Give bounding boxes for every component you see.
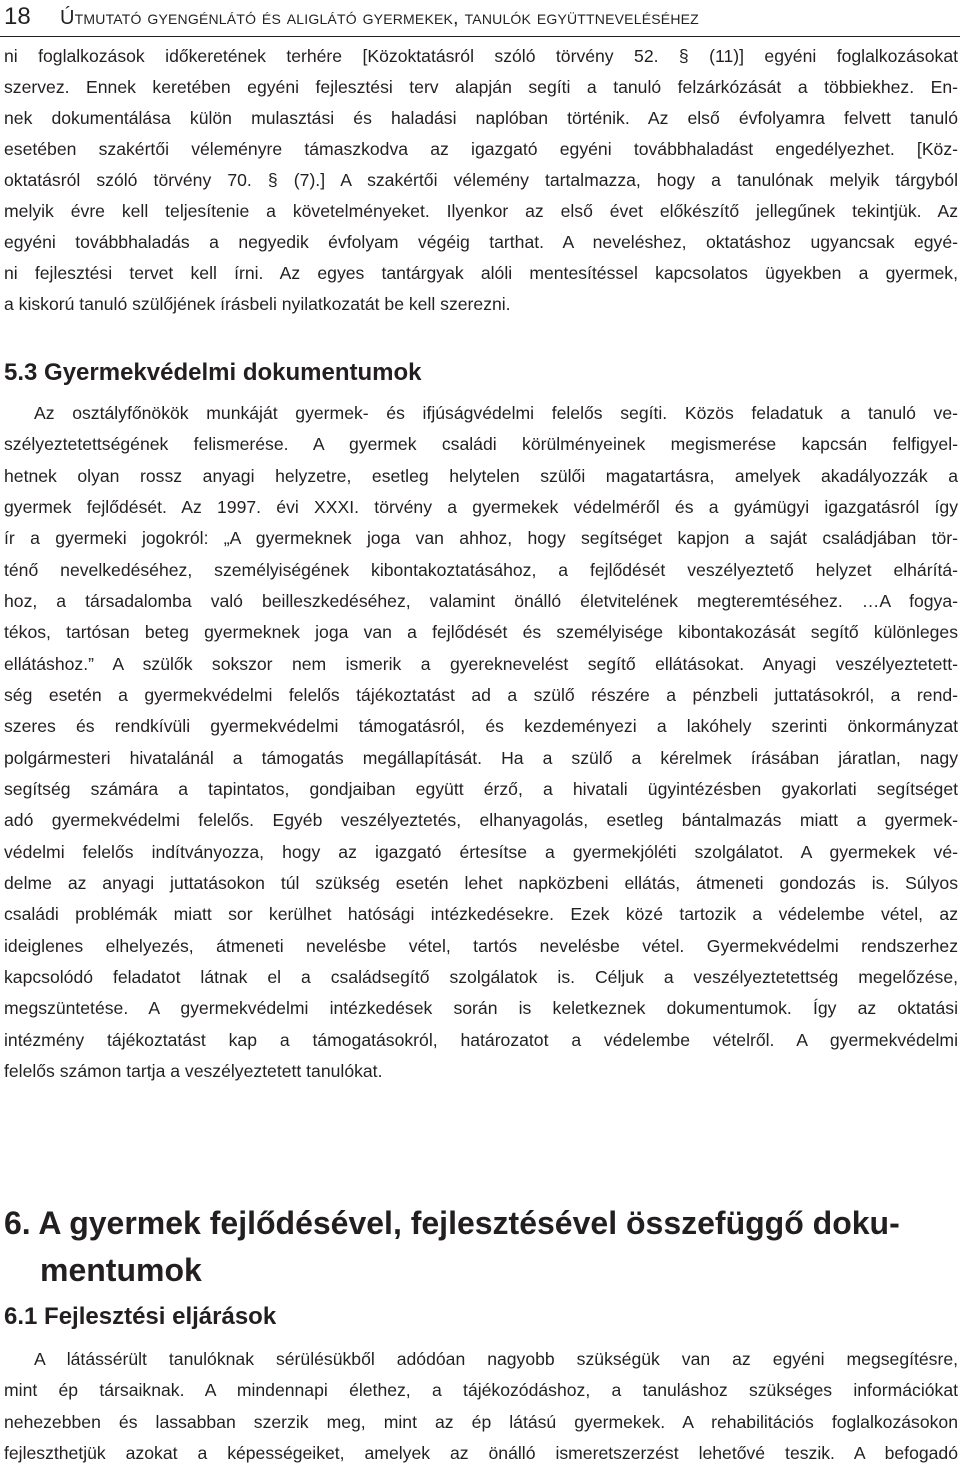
paragraph-line: nehezebben és lassabban szerzik meg, mint az ép látású gyermekek. A rehabilitációs foglalkozásokon: [4, 1412, 958, 1432]
paragraph-line: védelmi felelős indítványozza, hogy az igazgató értesítse a gyermekjóléti szolgálatot. A gyermekek vé-: [4, 842, 958, 862]
paragraph-line: ír a gyermeki jogokról: „A gyermeknek joga van ahhoz, hogy segítséget kapjon a saját családjában tör-: [4, 528, 958, 548]
paragraph-line: fejleszthetjük azokat a képességeiket, amelyek az önálló ismeretszerzést lehetővé teszik. A befogadó: [4, 1443, 958, 1463]
chapter-heading-6-cont: mentumok: [40, 1252, 202, 1288]
paragraph-line: felelős számon tartja a veszélyeztetett tanulókat.: [4, 1061, 383, 1081]
paragraph-line: delme az anyagi juttatásokon túl szükség esetén lehet napközbeni ellátás, átmeneti gondozás is. Súlyos: [4, 873, 958, 893]
paragraph-line: szélyeztetettségének felismerése. A gyermek családi körülményeinek megismerése kapcsán felfigyel-: [4, 434, 958, 454]
paragraph-line: szeres és rendkívüli gyermekvédelmi támogatásról, és kezdeményezi a lakóhely szerinti önkormányzat: [4, 716, 958, 736]
paragraph-line: segítség számára a tapintatos, gondjaiban együtt érző, a hivatali ügyintézésben gyakorlati segítséget: [4, 779, 958, 799]
paragraph-line: intézmény tájékoztatást kap a támogatásokról, határozatot a védelembe vételről. A gyermekvédelmi: [4, 1030, 958, 1050]
paragraph-line: ség esetén a gyermekvédelmi felelős tájékoztatást ad a szülő részére a pénzbeli juttatásokról, a rend-: [4, 685, 958, 705]
paragraph-line: mint ép társaiknak. A mindennapi élethez, a tájékozódáshoz, a tanuláshoz szükséges információkat: [4, 1380, 958, 1400]
paragraph-line: tékos, tartósan beteg gyermeknek joga van a fejlődését és személyisége kibontakozását segítő különleges: [4, 622, 958, 642]
paragraph-line: ni foglalkozások időkeretének terhére [Közoktatásról szóló törvény 52. § (11)] egyéni foglalkozásokat: [4, 46, 958, 66]
paragraph-line: ténő nevelkedéséhez, személyiségének kibontakoztatásához, a fejlődését veszélyeztető helyzet elhárítá-: [4, 560, 958, 580]
paragraph-line: egyéni továbbhaladás a negyedik évfolyam végéig tarthat. A neveléshez, oktatáshoz ugyancsak egyé-: [4, 232, 958, 252]
paragraph-line: nek dokumentálása külön mulasztási és haladási naplóban történik. Az első évfolyamra felvett tanuló: [4, 108, 958, 128]
paragraph-line: megszüntetése. A gyermekvédelmi intézkedések során is keletkeznek dokumentumok. Így az oktatási: [4, 998, 958, 1018]
paragraph-line: adó gyermekvédelmi felelős. Egyéb veszélyeztetés, elhanyagolás, esetleg bántalmazás miatt a gyermek-: [4, 810, 958, 830]
paragraph-line: Az osztályfőnökök munkáját gyermek- és ifjúságvédelmi felelős segíti. Közös feladatuk a tanuló ve-: [34, 403, 958, 423]
page-header: [0, 0, 960, 36]
paragraph-line: szervez. Ennek keretében egyéni fejlesztési terv alapján segíti a tanuló felzárkózását a többiekhez. En-: [4, 77, 958, 97]
paragraph-line: a kiskorú tanuló szülőjének írásbeli nyilatkozatát be kell szerezni.: [4, 294, 511, 314]
paragraph-line: kapcsolódó feladatot látnak el a családsegítő szolgálatok is. Céljuk a veszélyeztetettség megelőzése,: [4, 967, 958, 987]
header-rule: [0, 36, 960, 37]
paragraph-line: gyermek fejlődését. Az 1997. évi XXXI. törvény a gyermekek védelméről és a gyámügyi igazgatásról így: [4, 497, 958, 517]
paragraph-line: ideiglenes elhelyezés, átmeneti nevelésbe vétel, tartós nevelésbe vétel. Gyermekvédelmi rendszerhez: [4, 936, 958, 956]
paragraph-line: hetnek olyan rossz anyagi helyzetre, esetleg helytelen szülői magatartásra, amelyek akadályozzák a: [4, 466, 958, 486]
paragraph-line: melyik évre kell teljesítenie a követelményeket. Ilyenkor az első évet előkészítő jellegűnek tekintjük. Az: [4, 201, 958, 221]
page-number: 18: [4, 3, 31, 30]
running-title: Útmutató gyengénlátó és aliglátó gyermekek, tanulók együttneveléséhez: [60, 7, 699, 29]
paragraph-line: ni fejlesztési tervet kell írni. Az egyes tantárgyak alóli mentesítéssel kapcsolatos ügyekben a gyermek,: [4, 263, 958, 283]
paragraph-line: A látássérült tanulóknak sérülésükből adódóan nagyobb szükségük van az egyéni megsegítésre,: [34, 1349, 958, 1369]
section-heading-6-1: 6.1 Fejlesztési eljárások: [4, 1303, 277, 1330]
paragraph-line: polgármesteri hivatalánál a támogatás megállapítását. Ha a szülő a kérelmek írásában járatlan, nagy: [4, 748, 958, 768]
paragraph-line: oktatásról szóló törvény 70. § (7).] A szakértői vélemény tartalmazza, hogy a tanulónak melyik tárgyból: [4, 170, 958, 190]
paragraph-line: esetében szakértői véleményre támaszkodva az igazgató egyéni továbbhaladást engedélyezhet. [Köz-: [4, 139, 958, 159]
paragraph-line: családi problémák miatt sor kerülhet hatósági intézkedésekre. Ezek közé tartozik a védelembe vétel, az: [4, 904, 958, 924]
section-heading-5-3: 5.3 Gyermekvédelmi dokumentumok: [4, 359, 422, 386]
chapter-heading-6: 6. A gyermek fejlődésével, fejlesztésével összefüggő doku-: [4, 1205, 900, 1241]
paragraph-line: ellátáshoz.” A szülők sokszor nem ismerik a gyereknevelést segítő ellátásokat. Anyagi veszélyeztetett-: [4, 654, 958, 674]
paragraph-line: hoz, a társadalomba való beilleszkedéséhez, valamint önálló életvitelének megteremtéséhez. …A fogya-: [4, 591, 958, 611]
